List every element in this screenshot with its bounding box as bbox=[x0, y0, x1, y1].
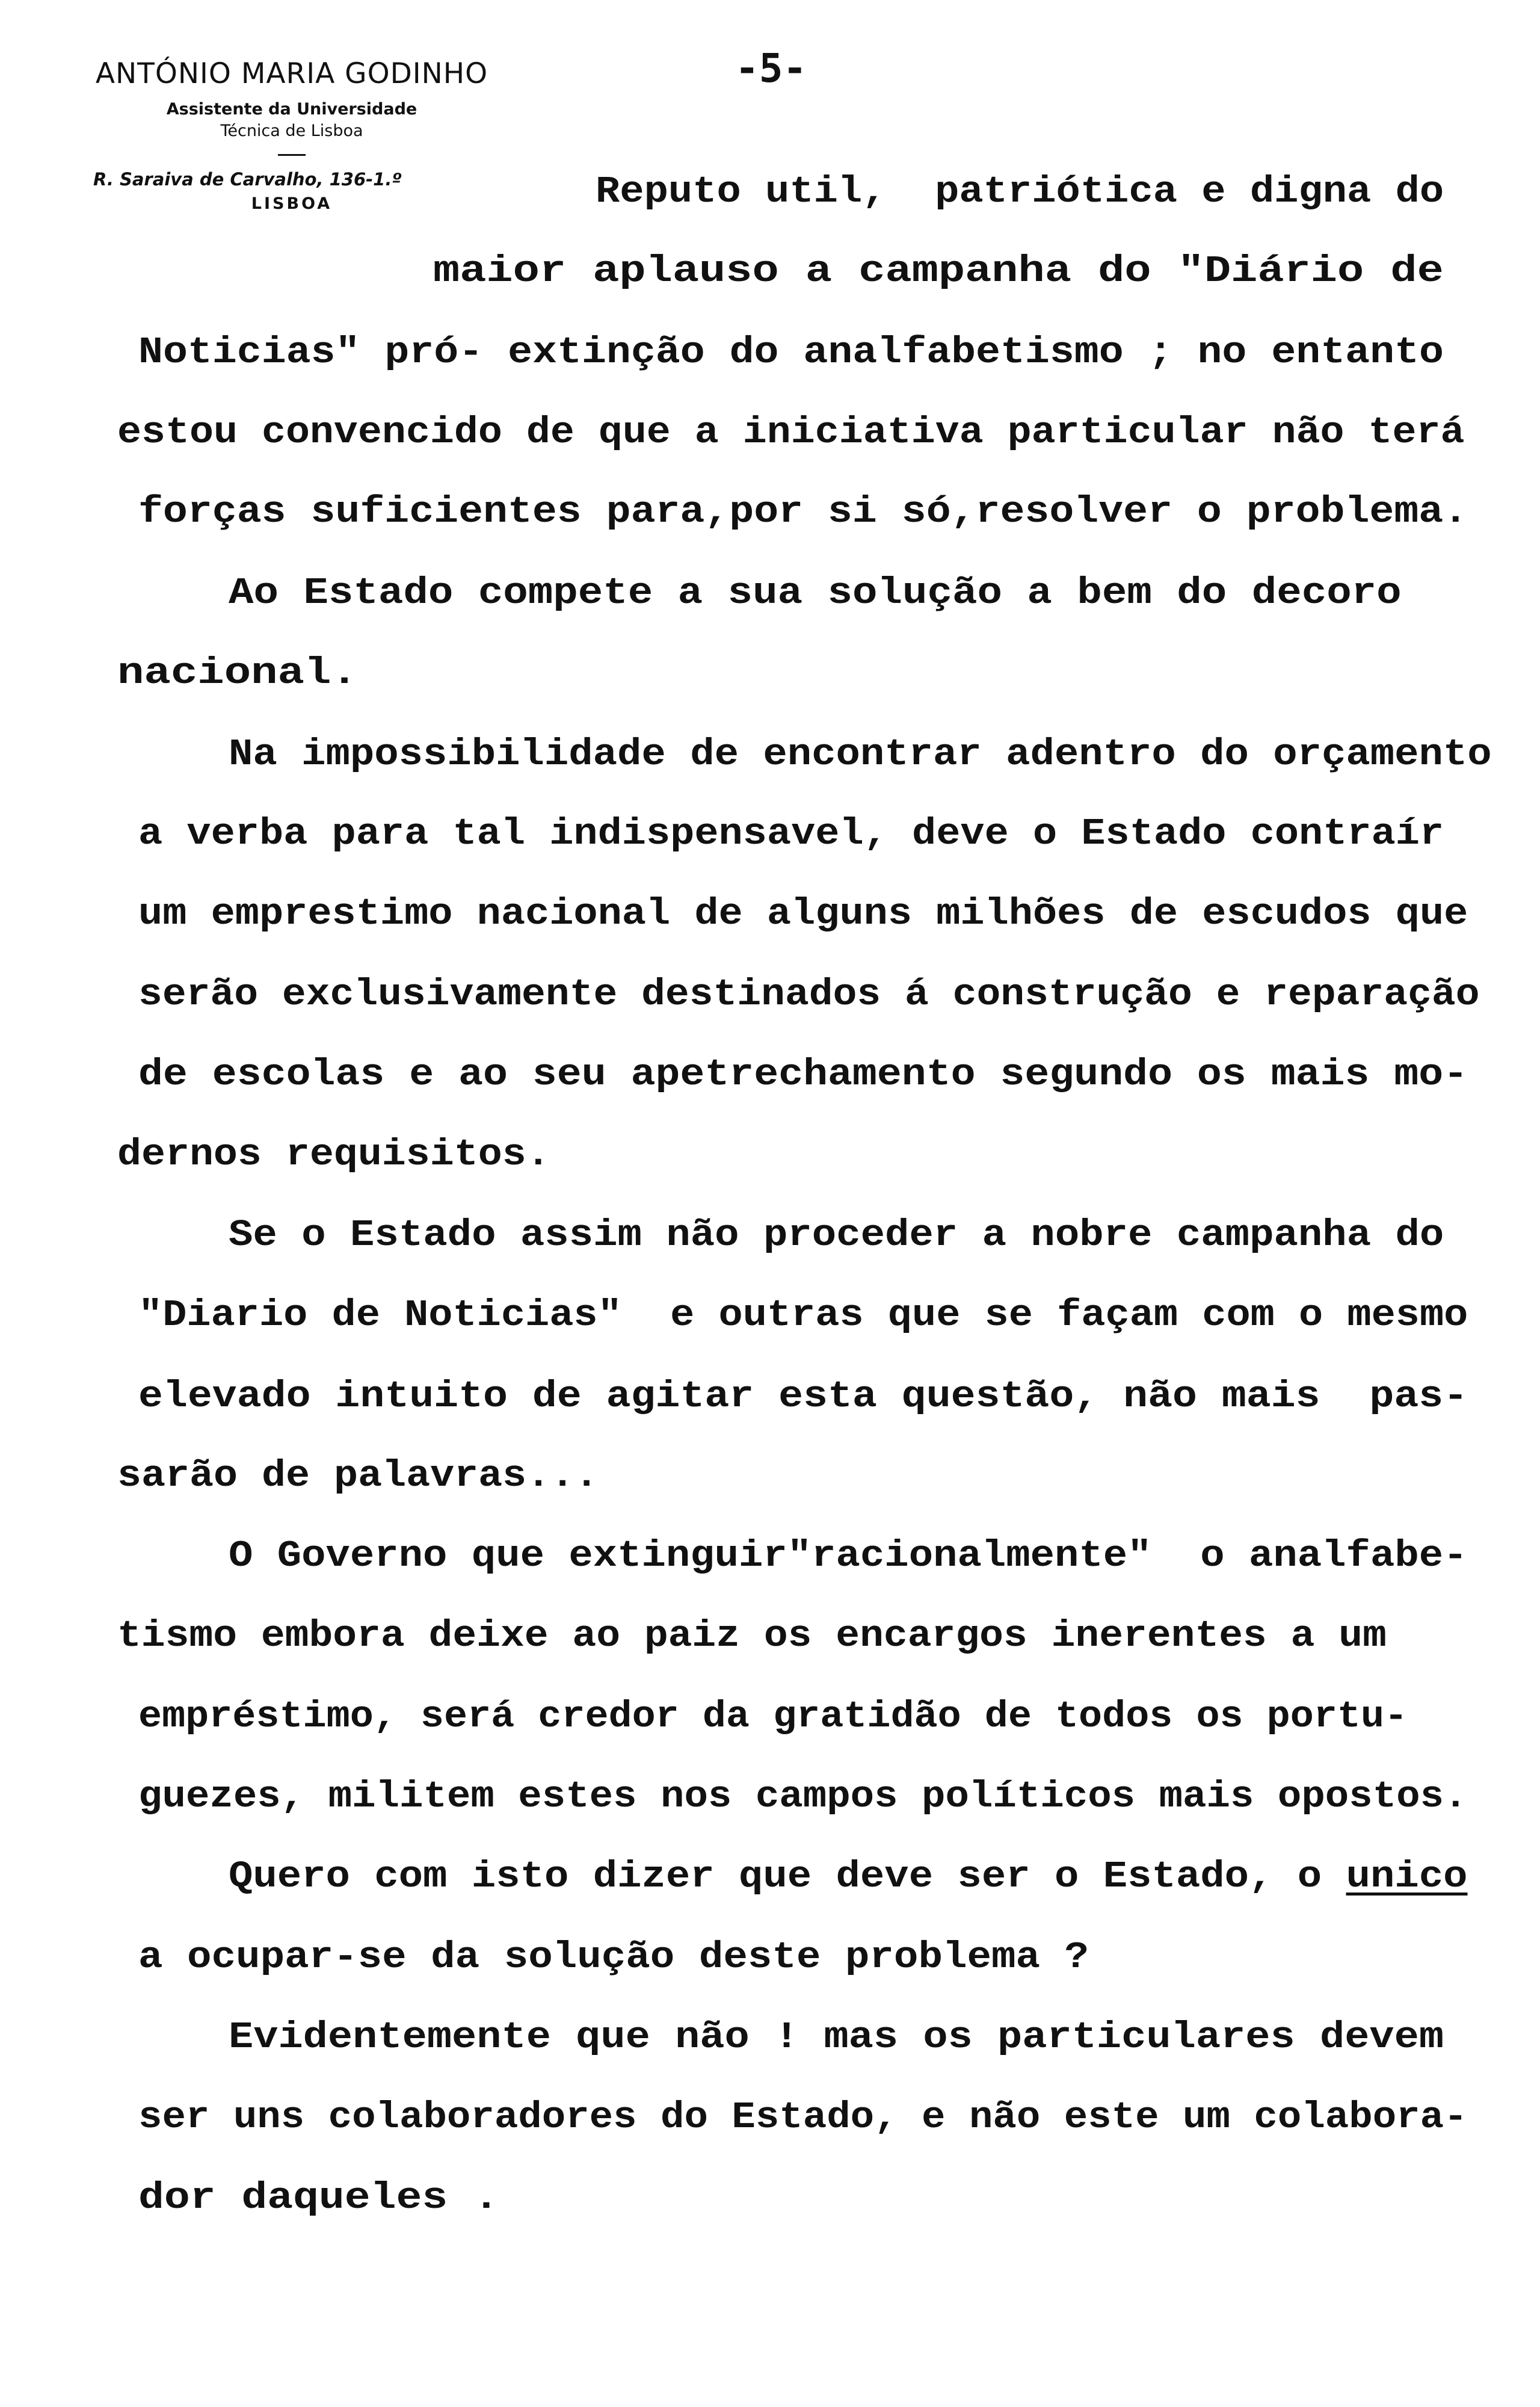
body-line: forças suficientes para,por si só,resolver o problema. bbox=[138, 490, 1468, 533]
letterhead-city: LISBOA bbox=[251, 194, 333, 213]
page-number: -5- bbox=[735, 45, 807, 91]
body-line: a verba para tal indispensavel, deve o Estado contraír bbox=[138, 812, 1444, 855]
body-line: estou convencido de que a iniciativa particular não terá bbox=[117, 411, 1465, 454]
body-line: Reputo util, patriótica e digna do bbox=[596, 170, 1444, 213]
body-line: de escolas e ao seu apetrechamento segundo os mais mo- bbox=[138, 1053, 1468, 1096]
letterhead-address: R. Saraiva de Carvalho, 136-1.º bbox=[93, 169, 402, 190]
body-line bbox=[229, 1855, 1468, 1898]
body-line-text: Quero com isto dizer que deve ser o Estado, o bbox=[229, 1855, 1346, 1898]
body-line: Na impossibilidade de encontrar adentro do orçamento bbox=[229, 733, 1492, 776]
body-line: Noticias" pró- extinção do analfabetismo ; no entanto bbox=[138, 331, 1444, 374]
body-line: nacional. bbox=[117, 652, 358, 694]
letterhead-name: ANTÓNIO MARIA GODINHO bbox=[95, 57, 488, 90]
body-line: Evidentemente que não ! mas os particulares devem bbox=[229, 2016, 1444, 2059]
letterhead-title-line1: Assistente da Universidade bbox=[166, 100, 417, 119]
letterhead-title-line2: Técnica de Lisboa bbox=[220, 122, 363, 140]
body-line: serão exclusivamente destinados á construção e reparação bbox=[138, 973, 1480, 1016]
body-line: sarão de palavras... bbox=[117, 1454, 599, 1497]
body-line: empréstimo, será credor da gratidão de todos os portu- bbox=[138, 1695, 1408, 1738]
body-line: dernos requisitos. bbox=[117, 1133, 550, 1176]
body-line: ser uns colaboradores do Estado, e não este um colabora- bbox=[138, 2096, 1468, 2139]
body-line: Ao Estado compete a sua solução a bem do decoro bbox=[229, 572, 1402, 614]
body-line: guezes, militem estes nos campos políticos mais opostos. bbox=[138, 1775, 1468, 1818]
underlined-word: unico bbox=[1346, 1855, 1468, 1898]
body-line: a ocupar-se da solução deste problema ? bbox=[138, 1936, 1089, 1979]
body-line: maior aplauso a campanha do "Diário de bbox=[433, 250, 1444, 292]
body-line: um emprestimo nacional de alguns milhões de escudos que bbox=[138, 892, 1468, 935]
body-line: dor daqueles . bbox=[138, 2177, 499, 2219]
body-line: elevado intuito de agitar esta questão, não mais pas- bbox=[138, 1375, 1468, 1418]
body-line: O Governo que extinguir"racionalmente" o analfabe- bbox=[229, 1534, 1468, 1577]
body-line: "Diario de Noticias" e outras que se façam com o mesmo bbox=[138, 1294, 1468, 1336]
body-line: tismo embora deixe ao paiz os encargos inerentes a um bbox=[117, 1614, 1387, 1657]
body-line: Se o Estado assim não proceder a nobre campanha do bbox=[229, 1214, 1444, 1256]
